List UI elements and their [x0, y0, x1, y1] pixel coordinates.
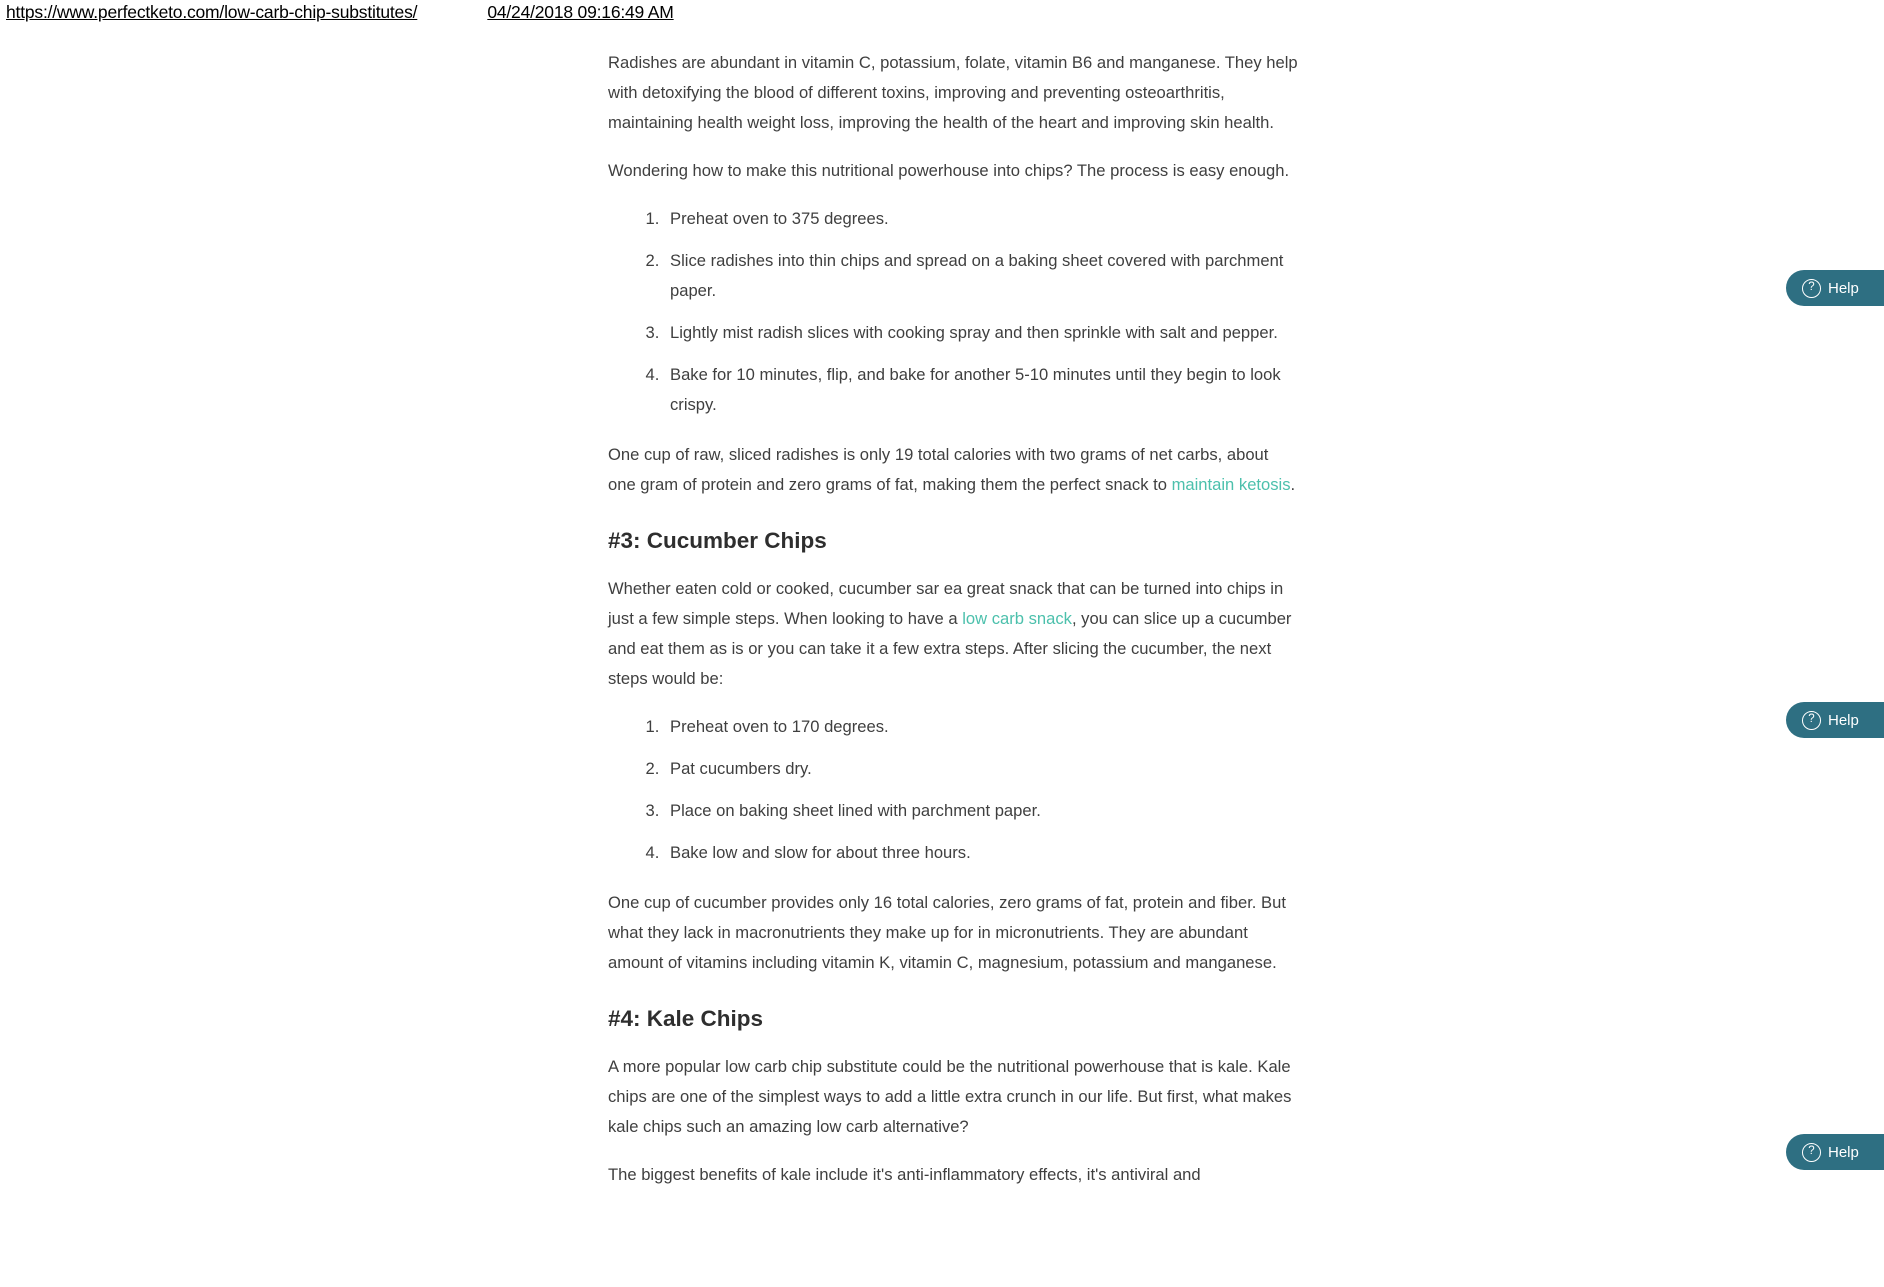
list-item: 4. Bake low and slow for about three hours. — [664, 838, 1298, 868]
help-button[interactable] — [1786, 1134, 1884, 1170]
heading-cucumber-chips: #3: Cucumber Chips — [608, 528, 827, 553]
help-button[interactable] — [1786, 702, 1884, 738]
link-maintain-ketosis[interactable]: maintain ketosis — [1171, 475, 1291, 494]
help-button-label: Help — [1828, 711, 1859, 729]
list-item: 4. Bake for 10 minutes, flip, and bake for another 5-10 minutes until they begin to look crispy. — [664, 360, 1298, 420]
radish-steps-list — [608, 204, 1298, 420]
list-item: 2. Pat cucumbers dry. — [664, 754, 1298, 784]
help-button[interactable] — [1786, 270, 1884, 306]
paragraph-radish-nutrition: Radishes are abundant in vitamin C, potassium, folate, vitamin B6 and manganese. They help with detoxifying the blood of different toxins, improving and preventing osteoarthritis, maintaining health weight loss, improving the health of the heart and improving skin health. — [608, 53, 1298, 132]
question-mark-icon: ? — [1802, 1143, 1821, 1162]
paragraph-cucumber-intro — [608, 574, 1298, 694]
help-button-label: Help — [1828, 1143, 1859, 1161]
paragraph-kale-intro: A more popular low carb chip substitute could be the nutritional powerhouse that is kale. Kale chips are one of the simplest ways to add a little extra crunch in our life. But first, what makes kale chips such an amazing low carb alternative? — [608, 1057, 1292, 1136]
paragraph-radish-calories — [608, 440, 1298, 500]
print-header — [0, 0, 1884, 26]
help-button-label: Help — [1828, 279, 1859, 297]
question-mark-icon: ? — [1802, 711, 1821, 730]
paragraph-kale-benefits: The biggest benefits of kale include it's anti-inflammatory effects, it's antiviral and — [608, 1165, 1201, 1184]
article-content — [608, 48, 1298, 1208]
print-timestamp: 04/24/2018 09:16:49 AM — [487, 2, 674, 22]
cucumber-steps-list — [608, 712, 1298, 868]
list-item: 1. Preheat oven to 375 degrees. — [664, 204, 1298, 234]
list-item: 1. Preheat oven to 170 degrees. — [664, 712, 1298, 742]
list-item: 3. Place on baking sheet lined with parchment paper. — [664, 796, 1298, 826]
text-segment: One cup of raw, sliced radishes is only 19 total calories with two grams of net carbs, about one gram of protein and zero grams of fat, making them the perfect snack to — [608, 445, 1269, 494]
list-item: 3. Lightly mist radish slices with cooking spray and then sprinkle with salt and pepper. — [664, 318, 1298, 348]
page-url: https://www.perfectketo.com/low-carb-chip-substitutes/ — [6, 2, 418, 22]
text-segment: , you can slice up a cucumber and eat them as is or you can take it a few extra steps. After slicing the cucumber, the next steps would be: — [608, 609, 1292, 688]
text-segment: Whether eaten cold or cooked, cucumber sar ea great snack that can be turned into chips in just a few simple steps. When looking to have a — [608, 579, 1284, 628]
paragraph-radish-intro: Wondering how to make this nutritional powerhouse into chips? The process is easy enough. — [608, 161, 1290, 180]
link-low-carb-snack[interactable]: low carb snack — [962, 609, 1072, 628]
question-mark-icon: ? — [1802, 279, 1821, 298]
text-segment: . — [1290, 475, 1296, 494]
list-item: 2. Slice radishes into thin chips and spread on a baking sheet covered with parchment paper. — [664, 246, 1298, 306]
paragraph-cucumber-nutrition: One cup of cucumber provides only 16 total calories, zero grams of fat, protein and fiber. But what they lack in macronutrients they make up for in micronutrients. They are abundant amount of vitamins including vitamin K, vitamin C, magnesium, potassium and manganese. — [608, 893, 1286, 972]
heading-kale-chips: #4: Kale Chips — [608, 1006, 764, 1031]
